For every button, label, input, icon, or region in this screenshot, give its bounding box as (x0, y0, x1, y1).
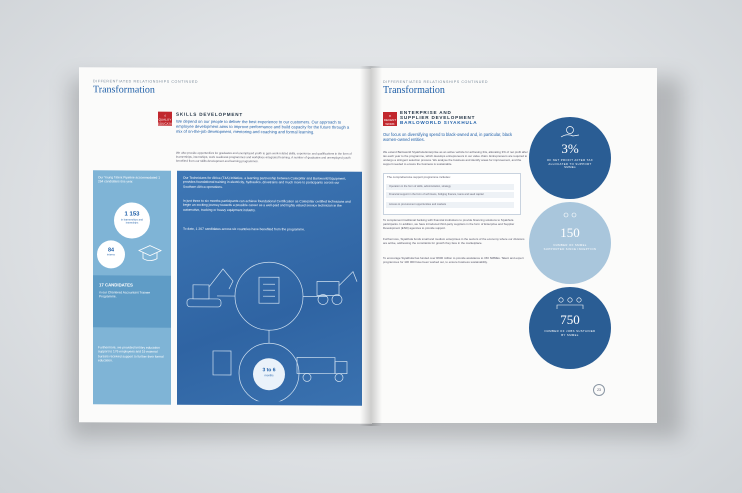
esd-body4: To encourage Siyakhula has funded over R600 million to provide assistance to 150 SMMEs. Talent and expert programmes for 100 000 have been worked out, to ensure business sustainability. (383, 256, 524, 264)
esd-title (400, 110, 477, 125)
stat1-value: 1 153 (124, 211, 140, 218)
team-icon (561, 212, 579, 222)
left-page (79, 67, 372, 424)
esd-body1: We extend Barloworld Siyakhula Enterprise as an active vehicle for achieving this, allocating 3% of net profit after tax each year to the programme, which develops entrepreneurs in our value chain. Entrepreneurs are required to undergo a stringent selection process. We analyse the business and identify areas for improvement, and the support needed to ensure the business is sustainable. (383, 150, 528, 166)
stat-bubble-learnerships (114, 202, 150, 238)
circle3-label: NUMBER OF JOBS SUSTAINED BY SMMEs (544, 329, 596, 337)
stat1-label: in learnerships and internships (121, 218, 143, 225)
certificate-icon (213, 351, 231, 375)
esd-title-line3: BARLOWORLD SIYAKHULA (400, 120, 478, 125)
esd-lead-text: Our focus on diversifying spend to black-owned and, in particular, black women-owned entities. (383, 132, 513, 143)
excavator-icon (187, 269, 233, 307)
loader-icon (317, 271, 357, 304)
circle1-value: 3% (561, 141, 579, 156)
people-group-icon (555, 296, 585, 310)
circle1-label: OF NET PROFIT AFTER TAX ALLOCATED TO SUPPORT SMMEs (546, 158, 594, 170)
graduation-cap-icon (137, 243, 163, 267)
stat-circle-profit (529, 117, 611, 199)
stat2-label: interns (107, 253, 115, 257)
circle2-value: 150 (560, 225, 580, 240)
t4a-para1: Our Technicians for Africa (T4A) initiative, a learning partnership between Caterpillar and Barloworld Equipment, provides foundational training in electricity, hydraulics, drivetrains and much more to participants across our Southern Africa operations. (183, 175, 347, 189)
esd-body2: To complement traditional banking with financial institutions to provide financing solutions to Siyakhula participants. In addition, we have introduced third-party suppliers in the form of Enterprise and Supplier Development (ESD) agencies to provide support. (383, 218, 515, 230)
stat-circle-smmes (529, 202, 611, 284)
list-item: Access to procurement opportunities and markets (386, 202, 514, 208)
tertiary-support-text: Furthermore, we provided tertiary education support to 176 employees and 19 external bursars received support to further their formal education. (98, 345, 164, 363)
stat-circle-jobs (529, 287, 611, 369)
technicians-africa-panel (177, 171, 362, 406)
duration-label: months (264, 373, 274, 378)
young-talent-intro: Our Young Talent Pipeline accommodated 1 264 candidates this year. (98, 175, 160, 184)
circle3-value: 750 (560, 312, 580, 327)
skills-body-text: We also provide opportunities for graduates and unemployed youth to gain work-related skills, experience and qualifications in the form of learnerships, internships, work readiness programmes and workplace-integrated learning. A number of graduates and unemployed youth benefited from our skills development and learning programmes. (176, 150, 352, 163)
duration-bubble (253, 358, 285, 390)
sdg-label: 4 QUALITY EDUCATION (158, 113, 176, 126)
page-number: 23 (593, 384, 605, 396)
sdg-quality-education-icon (158, 112, 176, 126)
sdg-decent-work-icon (383, 112, 397, 126)
t4a-para2: In just three to six months participants can achieve foundational Certification as Caterpillar certified technicians and begin an exciting journey towards a possible career as a well-paid and highly valued service technician in the automotive, trucking or heavy equipment industry. (183, 198, 351, 212)
esd-title-line2: SUPPLIER DEVELOPMENT (400, 115, 476, 120)
t4a-para3: To date, 1 267 candidates across six countries have benefited from the programme. (183, 226, 305, 232)
skills-development-title: SKILLS DEVELOPMENT (176, 111, 243, 118)
right-header-small: DIFFERENTIATED RELATIONSHIPS CONTINUED (383, 80, 489, 84)
list-intro: The comprehensive support programme includes: (387, 175, 451, 179)
esd-body3: Furthermore, Siyakhula funds small and medium enterprises in the sectors of the economy where our divisions are active, addressing the constraints for growth they face in the marketplace. (383, 237, 525, 245)
circle2-label: NUMBER OF SMMEs SUPPORTED SINCE INCEPTION (543, 243, 597, 251)
candidates-box (93, 275, 171, 327)
list-item: Operation in the form of skills, administration, strategy (386, 184, 514, 190)
right-page (371, 68, 657, 423)
stat2-value: 84 (107, 247, 115, 254)
duration-value: 3 to 6 (262, 367, 276, 374)
left-header-small: DIFFERENTIATED RELATIONSHIPS CONTINUED (93, 79, 199, 84)
young-talent-panel (93, 170, 171, 404)
money-hand-icon (559, 125, 581, 139)
right-page-title: Transformation (383, 85, 445, 96)
sdg-right-label: 8 DECENT WORK (383, 114, 397, 126)
book-spine (360, 66, 382, 426)
esd-title-line1: ENTERPRISE AND (400, 110, 452, 115)
support-programme-box (383, 173, 521, 215)
stat-bubble-interns (97, 240, 125, 268)
candidates-label: in our Chartered Accountant Trainee Programme. (99, 290, 151, 299)
truck-icon (297, 357, 347, 381)
list-item: Financial support in the form of soft loans, bridging finance, loans and seed capital (386, 192, 514, 198)
candidates-value: 17 CANDIDATES (99, 282, 133, 288)
skills-lead-text: We depend on our people to deliver the best experience to our customers. Our approach to employee development aims to improve performance and build capacity for the future through a mix of on-the-job development, mentoring and coaching and formal learning. (176, 118, 350, 135)
left-page-title: Transformation (93, 84, 155, 96)
